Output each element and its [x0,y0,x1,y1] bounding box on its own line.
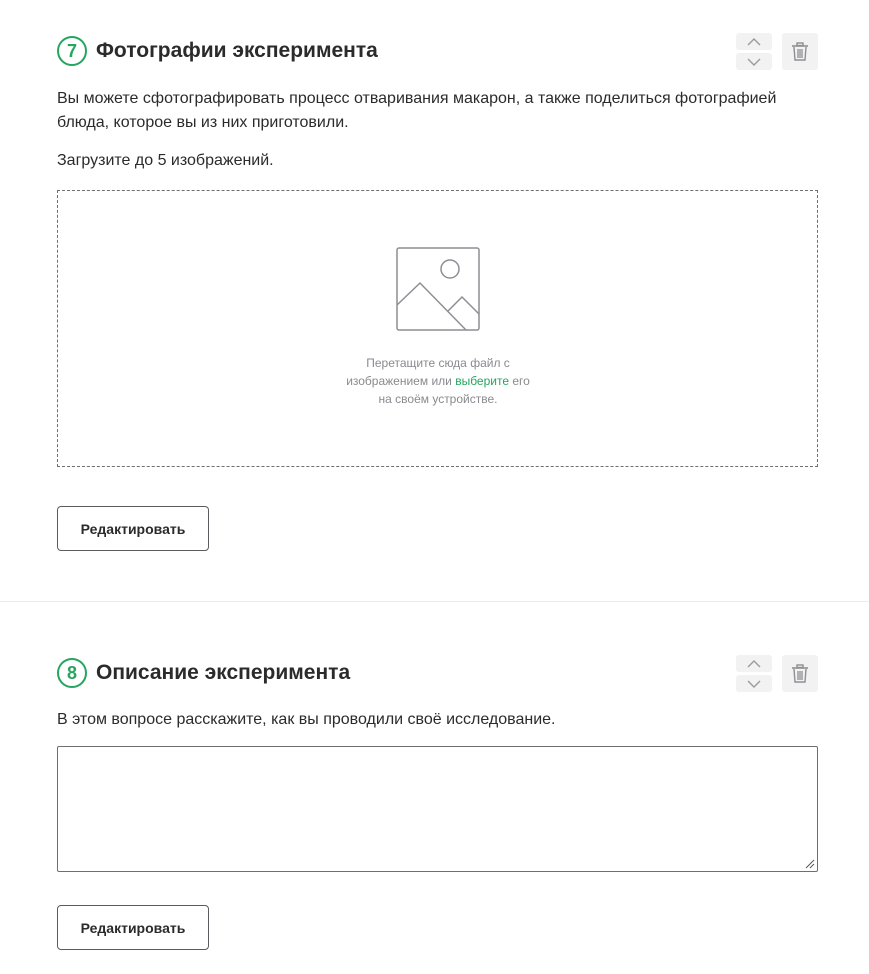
image-icon [396,247,480,331]
dropzone-text-line3: на своём устройстве. [378,392,498,406]
question-block-8 [0,602,869,974]
question-title: Описание эксперимента [96,661,351,684]
dropzone-text-before-link: изображением или [346,374,456,388]
edit-button[interactable]: Редактировать [57,506,209,551]
chevron-up-icon [747,659,761,668]
dropzone-instructions [288,354,588,408]
dropzone-text-line2 [288,372,588,390]
image-upload-dropzone[interactable] [57,190,818,467]
move-up-button[interactable] [736,655,772,672]
chevron-down-icon [747,57,761,66]
move-up-button[interactable] [736,33,772,50]
question-title: Фотографии эксперимента [96,39,378,62]
delete-question-button[interactable] [782,33,818,70]
answer-textarea[interactable] [57,746,818,872]
question-number-badge: 8 [57,658,87,688]
delete-question-button[interactable] [782,655,818,692]
edit-button[interactable]: Редактировать [57,905,209,950]
move-down-button[interactable] [736,53,772,70]
chevron-up-icon [747,37,761,46]
chevron-down-icon [747,679,761,688]
trash-icon [791,664,809,683]
question-number-badge: 7 [57,36,87,66]
move-down-button[interactable] [736,675,772,692]
question-controls [736,33,818,71]
upload-limit-hint: Загрузите до 5 изображений. [57,152,274,169]
question-description: В этом вопросе расскажите, как вы проводили своё исследование. [57,711,556,728]
trash-icon [791,42,809,61]
choose-file-link[interactable]: выберите [455,374,510,388]
question-controls [736,655,818,693]
dropzone-text-line1: Перетащите сюда файл с [366,356,510,370]
resize-handle-icon[interactable] [805,859,815,869]
dropzone-text-after-link: его [509,374,530,388]
question-description: Вы можете сфотографировать процесс отваривания макарон, а также поделиться фотографией блюда, которое вы из них приготовили. [57,90,777,131]
